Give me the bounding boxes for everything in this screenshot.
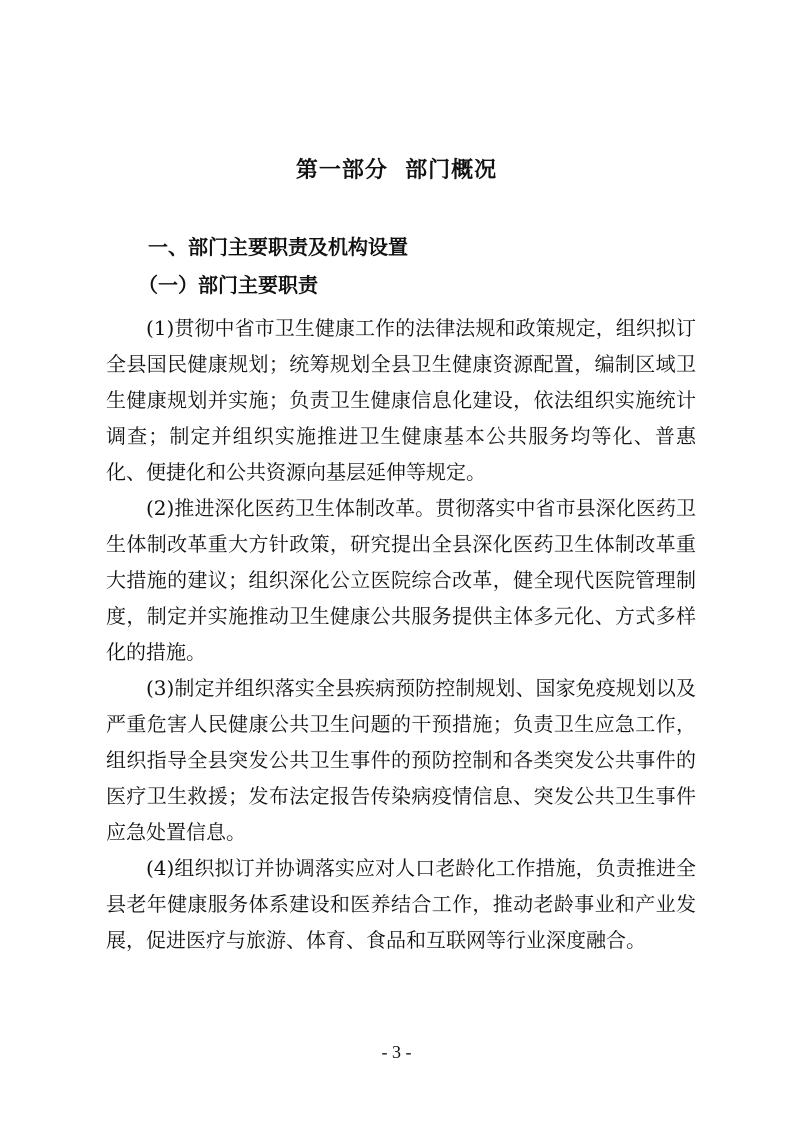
- section-heading: 一、部门主要职责及机构设置: [148, 235, 408, 259]
- body-text: [106, 310, 696, 958]
- paragraph-3: (3)制定并组织落实全县疾病预防控制规划、国家免疫规划以及严重危害人民健康公共卫生问题的干预措施；负责卫生应急工作，组织指导全县突发公共卫生事件的预防控制和各类突发公共事件的医疗卫生救援；发布法定报告传染病疫情信息、突发公共卫生事件应急处置信息。: [106, 676, 696, 844]
- paragraph-1: (1)贯彻中省市卫生健康工作的法律法规和政策规定，组织拟订全县国民健康规划；统筹规划全县卫生健康资源配置，编制区域卫生健康规划并实施；负责卫生健康信息化建设，依法组织实施统计调查；制定并组织实施推进卫生健康基本公共服务均等化、普惠化、便捷化和公共资源向基层延伸等规定。: [106, 316, 696, 484]
- paragraph-4: (4)组织拟订并协调落实应对人口老龄化工作措施，负责推进全县老年健康服务体系建设和医养结合工作，推动老龄事业和产业发展，促进医疗与旅游、体育、食品和互联网等行业深度融合。: [106, 856, 696, 952]
- page-number: - 3 -: [381, 1042, 412, 1062]
- paragraph-2: (2)推进深化医药卫生体制改革。贯彻落实中省市县深化医药卫生体制改革重大方针政策，研究提出全县深化医药卫生体制改革重大措施的建议；组织深化公立医院综合改革，健全现代医院管理制度，制定并实施推动卫生健康公共服务提供主体多元化、方式多样化的措施。: [106, 496, 696, 664]
- subsection-heading: （一）部门主要职责: [138, 273, 318, 297]
- page-title: 第一部分 部门概况: [295, 158, 498, 183]
